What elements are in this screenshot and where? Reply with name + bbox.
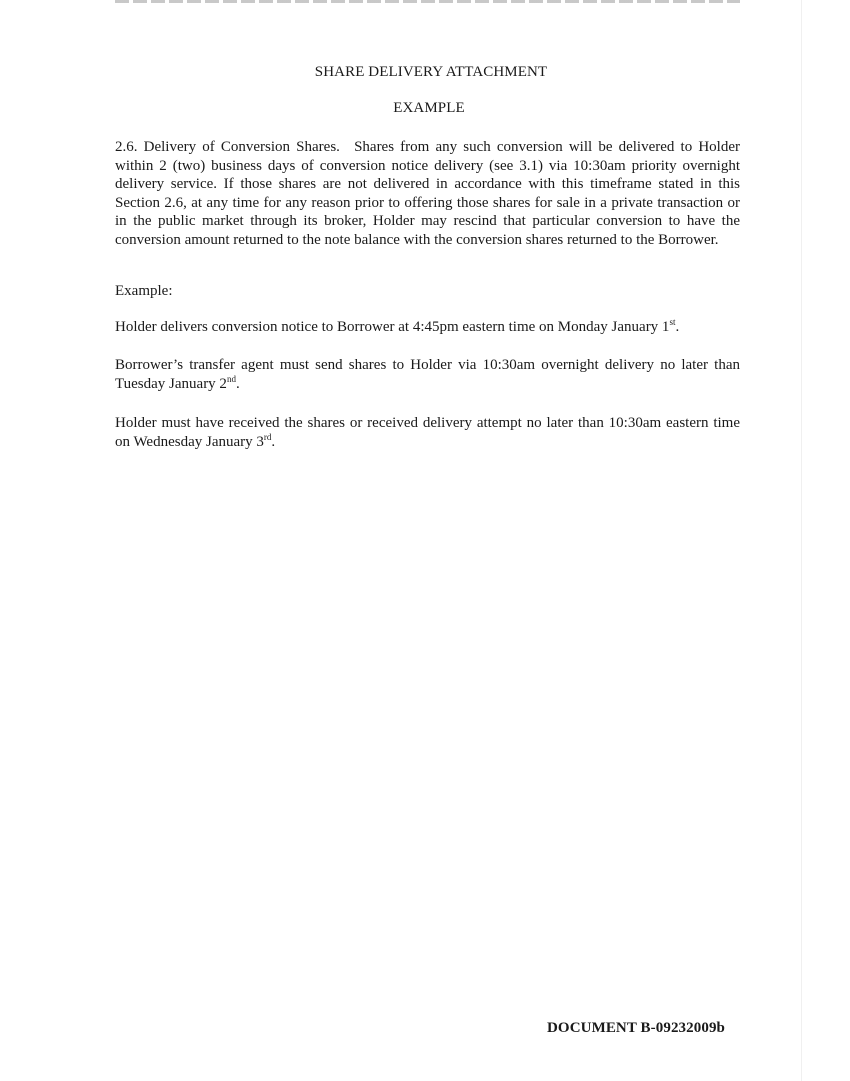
scan-edge <box>801 0 802 1081</box>
borrower-end: . <box>235 375 240 392</box>
example-borrower-paragraph <box>115 356 740 393</box>
section-body: Shares from any such conversion will be delivered to Holder within 2 (two) business days of conversion notice delivery (see 3.1) via 10:30am priority overnight delivery service. If those shares are not delivered in accordance with this timeframe stated in this Section 2.6, at any time for any reason prior to offering those shares for sale in a private transaction or in the public market through its broker, Holder may rescind that particular conversion to have the conversion amount returned to the note balance with the conversion shares returned to the Borrower. <box>115 139 741 248</box>
document-id: DOCUMENT B-09232009b <box>547 1020 725 1036</box>
document-title: SHARE DELIVERY ATTACHMENT <box>314 64 548 80</box>
example-holder-paragraph <box>115 318 740 337</box>
section-heading: 2.6. Delivery of Conversion Shares. <box>115 139 340 155</box>
borrower-text: Borrower’s transfer agent must send shares to Holder via 10:30am overnight delivery no later than Tuesday January 2 <box>115 357 740 392</box>
example-label: Example: <box>115 283 173 299</box>
holder-end: . <box>675 319 680 335</box>
received-text: Holder must have received the shares or received delivery attempt no later than 10:30am eastern time on Wednesday January 3 <box>115 415 740 450</box>
scan-artifact-line <box>115 0 740 3</box>
document-subtitle: EXAMPLE <box>393 100 465 116</box>
borrower-ordinal: nd <box>226 373 236 384</box>
section-paragraph <box>115 138 740 249</box>
example-received-paragraph <box>115 414 740 451</box>
received-ordinal: rd <box>263 431 272 442</box>
holder-ordinal: st <box>669 317 676 327</box>
received-end: . <box>271 433 276 450</box>
holder-text: Holder delivers conversion notice to Borrower at 4:45pm eastern time on Monday January 1 <box>115 319 670 335</box>
